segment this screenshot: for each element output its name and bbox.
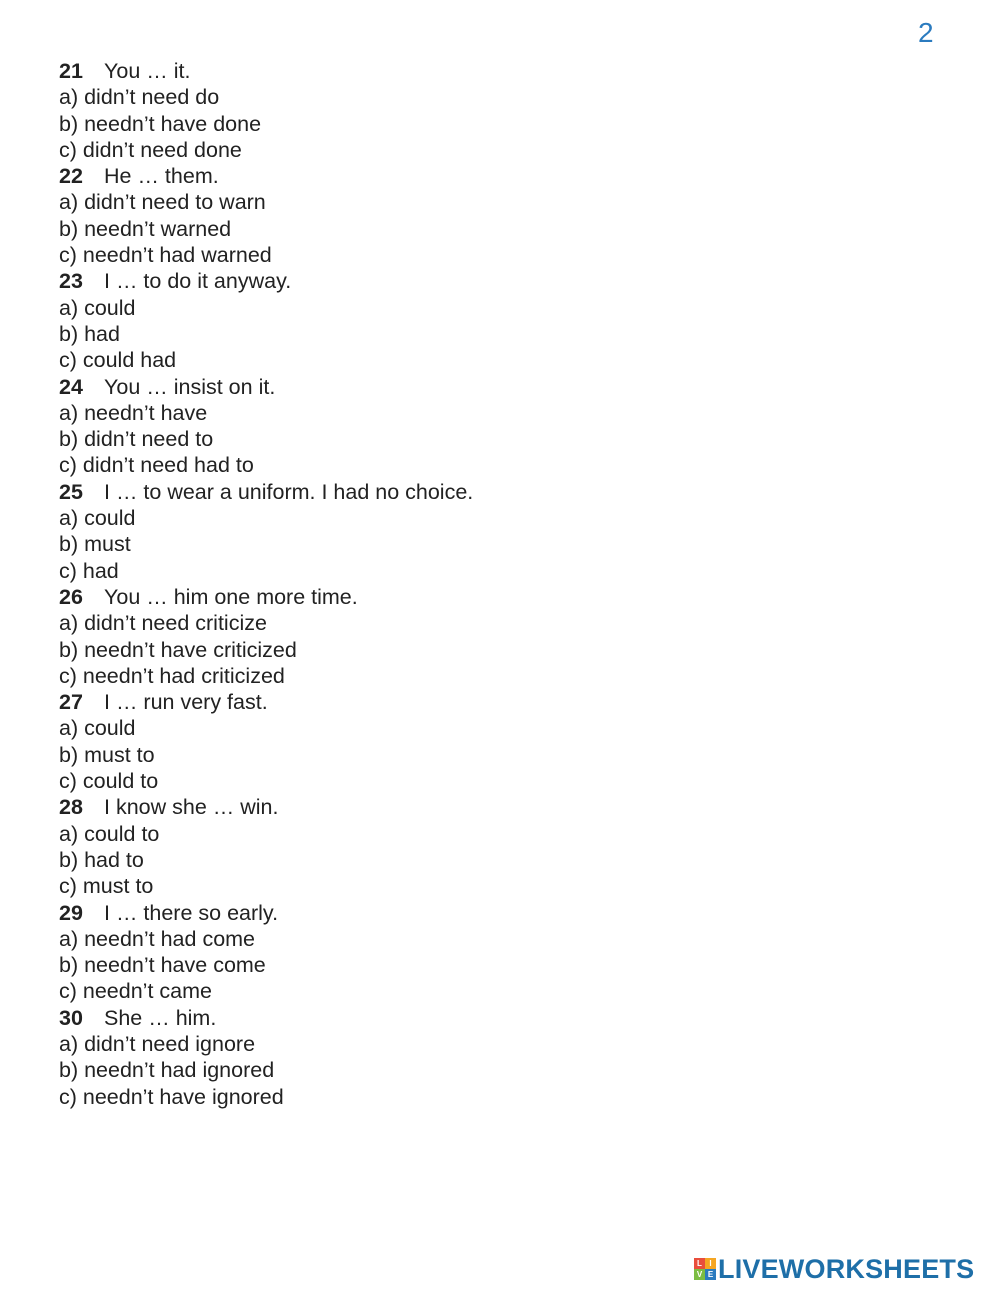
question-text: You … him one more time. — [104, 584, 358, 609]
answer-option: c) could had — [59, 348, 177, 373]
answer-option: a) needn’t had come — [59, 926, 256, 951]
answer-option: c) needn’t came — [59, 979, 212, 1004]
logo-letter-tile: I — [705, 1258, 716, 1269]
answer-option: c) didn’t need had to — [59, 453, 254, 478]
question-number: 22 — [59, 164, 83, 189]
answer-option: a) needn’t have — [59, 400, 208, 425]
answer-option: c) could to — [59, 769, 159, 794]
page-number: 2 — [918, 17, 934, 48]
answer-option: a) could — [59, 716, 136, 741]
answer-option: c) needn’t had criticized — [59, 663, 285, 688]
answer-option: c) had — [59, 558, 119, 583]
logo-letter-tile: V — [694, 1269, 705, 1280]
answer-option: a) didn’t need ignore — [59, 1031, 256, 1056]
question-stem — [59, 1005, 473, 1031]
answer-option: c) needn’t had warned — [59, 243, 272, 268]
question-text: You … insist on it. — [104, 374, 276, 399]
question-number: 23 — [59, 269, 83, 294]
question-number: 24 — [59, 374, 83, 399]
answer-option: a) could to — [59, 821, 160, 846]
answer-option: b) needn’t have criticized — [59, 637, 297, 662]
liveworksheets-icon — [694, 1258, 716, 1280]
answer-option: b) needn’t had ignored — [59, 1058, 275, 1083]
question-stem — [59, 689, 473, 715]
question-stem — [59, 794, 473, 820]
question-stem — [59, 163, 473, 189]
answer-option: b) needn’t have come — [59, 953, 266, 978]
question-stem — [59, 58, 473, 84]
logo-letter-tile: L — [694, 1258, 705, 1269]
question-number: 21 — [59, 59, 83, 83]
answer-option: b) had — [59, 321, 120, 346]
question-stem — [59, 268, 473, 294]
answer-option: b) needn’t warned — [59, 216, 232, 241]
question-text: You … it. — [104, 59, 191, 83]
answer-option: b) must to — [59, 742, 155, 767]
brand-name: LIVEWORKSHEETS — [718, 1253, 975, 1284]
answer-option: a) could — [59, 295, 136, 320]
question-number: 25 — [59, 479, 83, 504]
question-number: 29 — [59, 900, 83, 925]
question-number: 28 — [59, 795, 83, 820]
answer-option: b) must — [59, 532, 131, 557]
logo-letter-tile: E — [705, 1269, 716, 1280]
answer-option: c) needn’t have ignored — [59, 1084, 284, 1109]
answer-option: c) must to — [59, 874, 154, 899]
answer-option: b) had to — [59, 847, 144, 872]
answer-option: b) didn’t need to — [59, 427, 214, 452]
answer-option: a) could — [59, 506, 136, 531]
question-text: She … him. — [104, 1005, 217, 1030]
question-text: I … run very fast. — [104, 690, 268, 715]
question-stem — [59, 584, 473, 610]
answer-option: a) didn’t need to warn — [59, 190, 266, 215]
question-stem — [59, 900, 473, 926]
question-list — [59, 58, 473, 1110]
question-text: I … there so early. — [104, 900, 279, 925]
question-text: I know she … win. — [104, 795, 279, 820]
answer-option: c) didn’t need done — [59, 137, 242, 162]
answer-option: b) needn’t have done — [59, 111, 262, 136]
question-number: 27 — [59, 690, 83, 715]
question-number: 30 — [59, 1005, 83, 1030]
question-text: I … to do it anyway. — [104, 269, 292, 294]
question-text: I … to wear a uniform. I had no choice. — [104, 479, 474, 504]
question-stem — [59, 479, 473, 505]
liveworksheets-logo — [694, 1253, 975, 1284]
question-number: 26 — [59, 584, 83, 609]
answer-option: a) didn’t need do — [59, 85, 220, 110]
answer-option: a) didn’t need criticize — [59, 611, 267, 636]
question-text: He … them. — [104, 164, 219, 189]
question-stem — [59, 374, 473, 400]
